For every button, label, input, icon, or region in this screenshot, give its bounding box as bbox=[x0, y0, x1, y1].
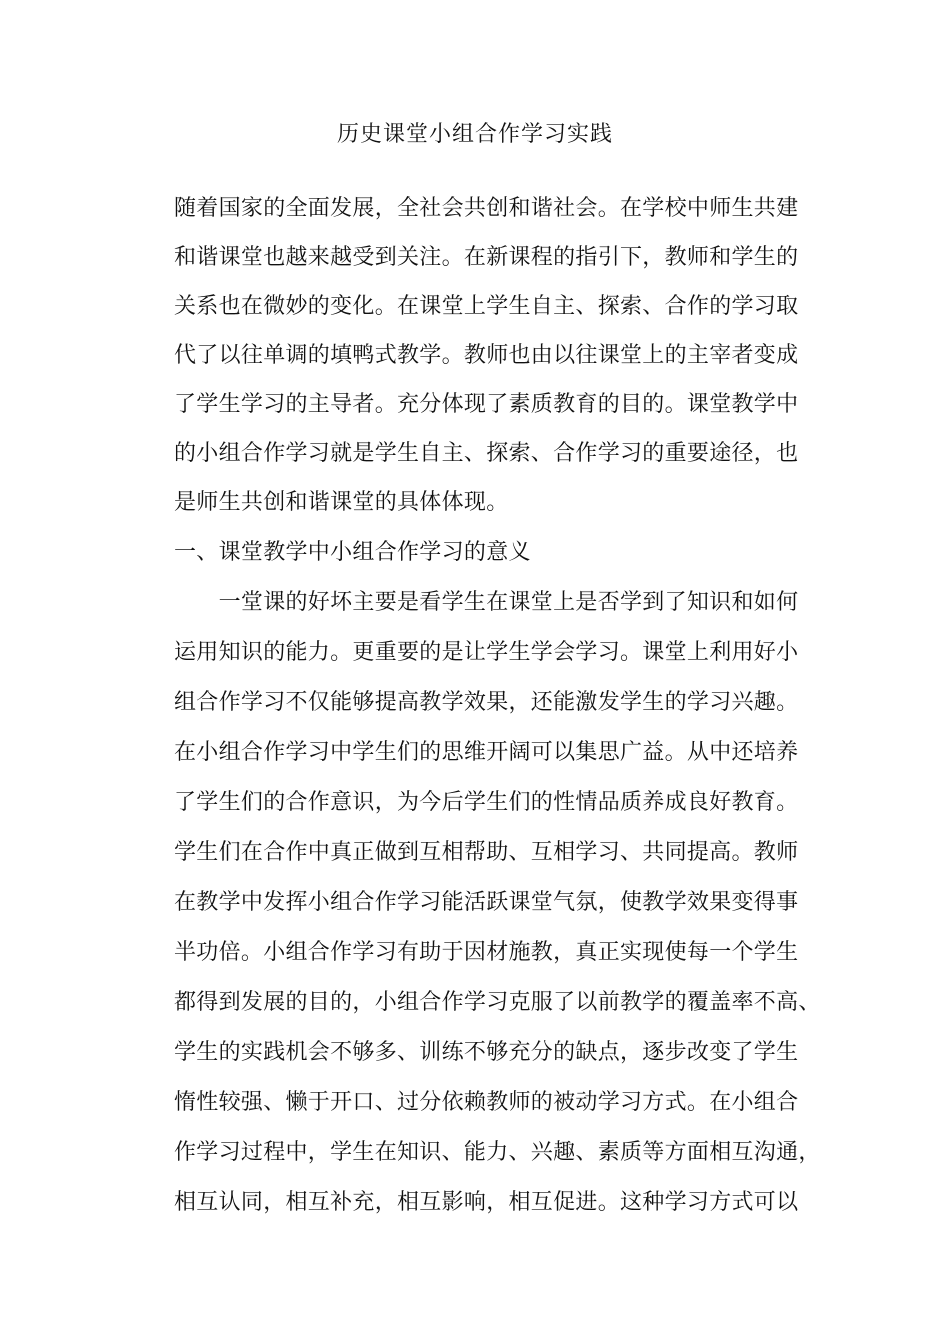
paragraph-1-line-6: 的小组合作学习就是学生自主、探索、合作学习的重要途径，也 bbox=[174, 441, 799, 466]
paragraph-1-line-7: 是师生共创和谐课堂的具体体现。 bbox=[174, 490, 509, 515]
document-title: 历史课堂小组合作学习实践 bbox=[336, 122, 613, 147]
paragraph-2-line-3: 组合作学习不仅能够提高教学效果，还能激发学生的学习兴趣。 bbox=[174, 690, 799, 715]
paragraph-2-line-12: 作学习过程中，学生在知识、能力、兴趣、素质等方面相互沟通， bbox=[174, 1140, 821, 1165]
paragraph-1-line-4: 代了以往单调的填鸭式教学。教师也由以往课堂上的主宰者变成 bbox=[174, 343, 799, 368]
paragraph-1-line-5: 了学生学习的主导者。充分体现了素质教育的目的。课堂教学中 bbox=[174, 392, 799, 417]
paragraph-1-line-2: 和谐课堂也越来越受到关注。在新课程的指引下，教师和学生的 bbox=[174, 245, 799, 270]
paragraph-2-line-4: 在小组合作学习中学生们的思维开阔可以集思广益。从中还培养 bbox=[174, 740, 799, 765]
paragraph-2-line-9: 都得到发展的目的，小组合作学习克服了以前教学的覆盖率不高、 bbox=[174, 990, 821, 1015]
section-1-heading: 一、课堂教学中小组合作学习的意义 bbox=[174, 540, 531, 565]
paragraph-2-line-2: 运用知识的能力。更重要的是让学生学会学习。课堂上利用好小 bbox=[174, 640, 799, 665]
paragraph-2-line-13: 相互认同，相互补充，相互影响，相互促进。这种学习方式可以 bbox=[174, 1190, 799, 1215]
paragraph-2-line-5: 了学生们的合作意识，为今后学生们的性情品质养成良好教育。 bbox=[174, 790, 799, 815]
paragraph-2-line-7: 在教学中发挥小组合作学习能活跃课堂气氛，使教学效果变得事 bbox=[174, 890, 799, 915]
paragraph-2-line-1: 一堂课的好坏主要是看学生在课堂上是否学到了知识和如何 bbox=[174, 590, 799, 615]
paragraph-2-line-6: 学生们在合作中真正做到互相帮助、互相学习、共同提高。教师 bbox=[174, 840, 799, 865]
paragraph-1-line-3: 关系也在微妙的变化。在课堂上学生自主、探索、合作的学习取 bbox=[174, 294, 799, 319]
paragraph-1-line-1: 随着国家的全面发展，全社会共创和谐社会。在学校中师生共建 bbox=[174, 196, 799, 221]
paragraph-2-line-10: 学生的实践机会不够多、训练不够充分的缺点，逐步改变了学生 bbox=[174, 1040, 799, 1065]
paragraph-2-line-8: 半功倍。小组合作学习有助于因材施教，真正实现使每一个学生 bbox=[174, 940, 799, 965]
paragraph-2-line-11: 惰性较强、懒于开口、过分依赖教师的被动学习方式。在小组合 bbox=[174, 1090, 799, 1115]
